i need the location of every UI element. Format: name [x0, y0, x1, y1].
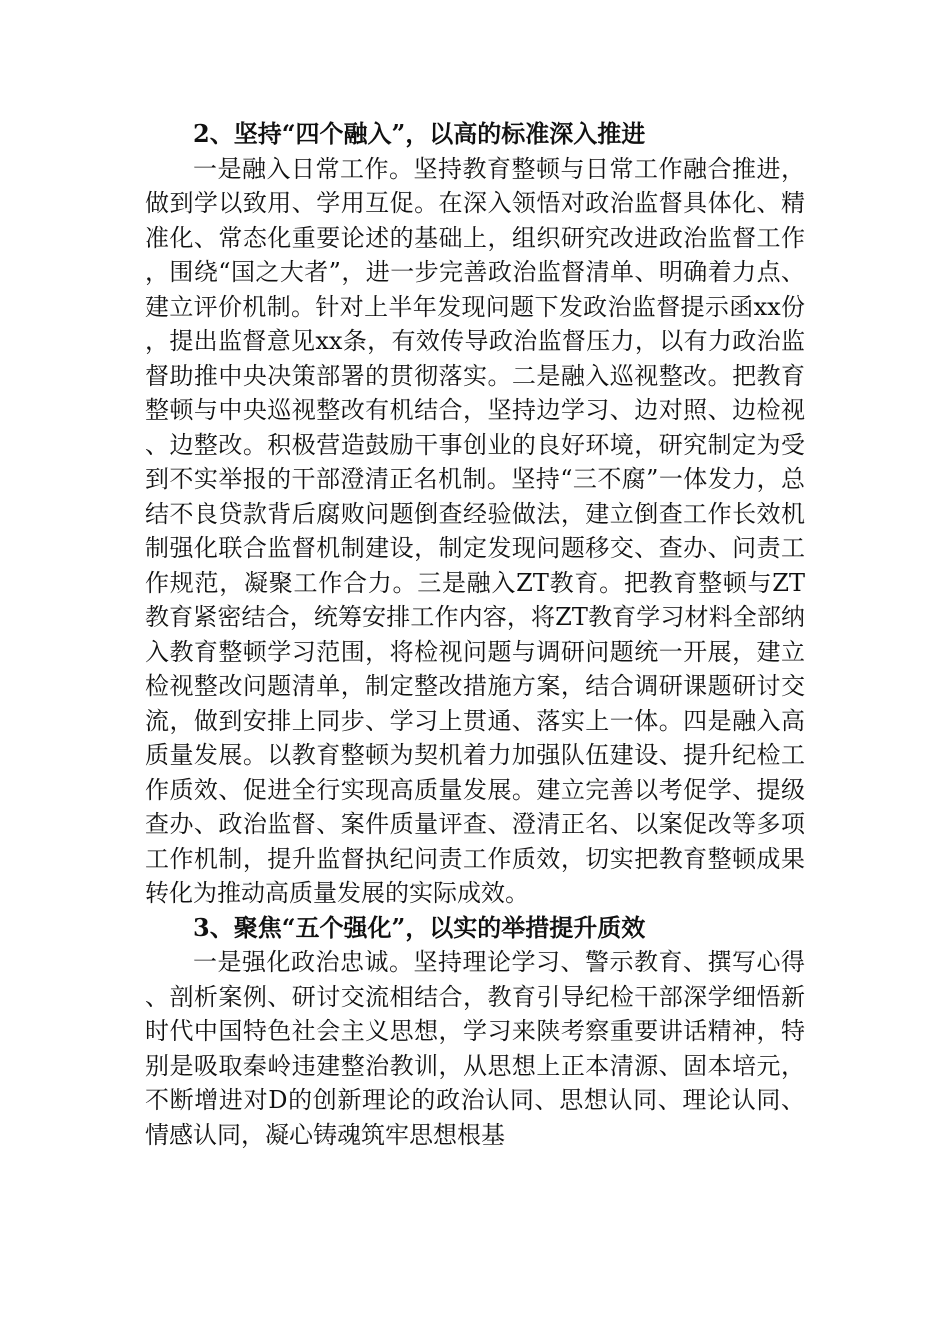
- section-heading-3: 3、聚焦“五个强化”，以实的举措提升质效: [193, 912, 646, 942]
- section-paragraph-2: 一是融入日常工作。坚持教育整顿与日常工作融合推进，做到学以致用、学用互促。在深入领悟对政治监督具体化、精准化、常态化重要论述的基础上，组织研究改进政治监督工作，围绕“国之大者”，进一步完善政治监督清单、明确着力点、建立评价机制。针对上半年发现问题下发政治监督提示函xx份，提出监督意见xx条，有效传导政治监督压力，以有力政治监督助推中央决策部署的贯彻落实。二是融入巡视整改。把教育整顿与中央巡视整改有机结合，坚持边学习、边对照、边检视、边整改。积极营造鼓励干事创业的良好环境，研究制定为受到不实举报的干部澄清正名机制。坚持“三不腐”一体发力，总结不良贷款背后腐败问题倒查经验做法，建立倒查工作长效机制强化联合监督机制建设，制定发现问题移交、查办、问责工作规范，凝聚工作合力。三是融入ZT教育。把教育整顿与ZT教育紧密结合，统筹安排工作内容，将ZT教育学习材料全部纳入教育整顿学习范围，将检视问题与调研问题统一开展，建立检视整改问题清单，制定整改措施方案，结合调研课题研讨交流，做到安排上同步、学习上贯通、落实上一体。四是融入高质量发展。以教育整顿为契机着力加强队伍建设、提升纪检工作质效、促进全行实现高质量发展。建立完善以考促学、提级查办、政治监督、案件质量评查、澄清正名、以案促改等多项工作机制，提升监督执纪问责工作质效，切实把教育整顿成果转化为推动高质量发展的实际成效。: [145, 154, 805, 907]
- section-paragraph-3: 一是强化政治忠诚。坚持理论学习、警示教育、撰写心得、剖析案例、研讨交流相结合，教育引导纪检干部深学细悟新时代中国特色社会主义思想，学习来陕考察重要讲话精神，特别是吸取秦岭违建整治教训，从思想上正本清源、固本培元，不断增进对D的创新理论的政治认同、思想认同、理论认同、情感认同，凝心铸魂筑牢思想根基: [145, 948, 805, 1149]
- document-body: [145, 117, 805, 1152]
- section-heading-2: 2、坚持“四个融入”，以高的标准深入推进: [193, 119, 646, 148]
